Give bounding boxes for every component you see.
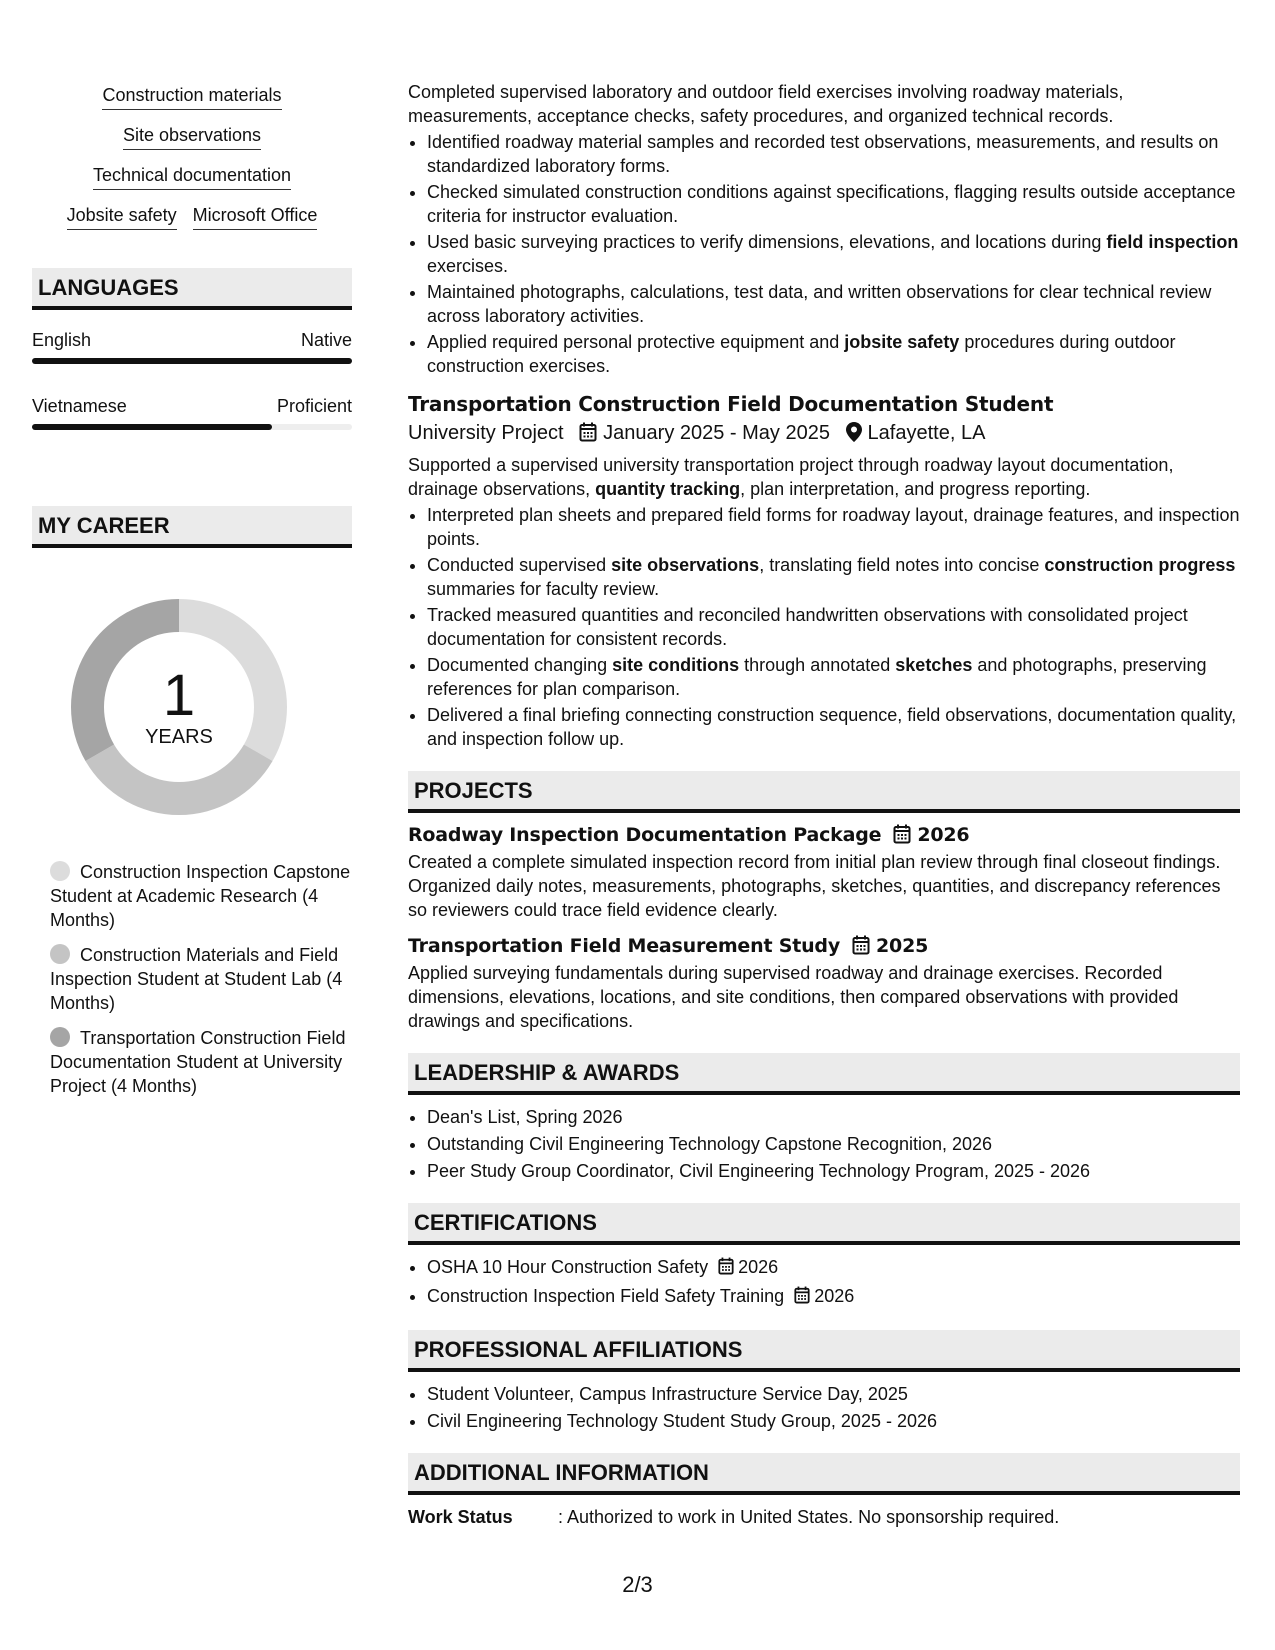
career-legend [32,860,352,1098]
legend-dot-icon [50,944,70,964]
skill-tag: Construction materials [102,84,281,110]
career-legend-text: Transportation Construction Field Documentation Student at University Project (4 Months) [50,1028,346,1096]
job-dates: January 2025 - May 2025 [603,422,830,444]
project-description: Applied surveying fundamentals during supervised roadway and drainage exercises. Recorded dimensions, elevations, locations, and site conditions, then compared observations with provided drawings and specifications. [408,963,1179,1031]
emphasis-text: jobsite safety [844,332,960,352]
job-summary [408,453,1240,501]
text-segment: and photographs, preserving references for plan comparison. [427,655,1207,699]
career-total-unit: YEARS [145,726,213,748]
text-segment: , translating field notes into concise [759,555,1045,575]
emphasis-text: site observations [611,555,760,575]
awards-list [408,1105,1240,1183]
certification-item [427,1284,1240,1310]
text-segment: Applied required personal protective equipment and [427,332,845,352]
text-segment: Used basic surveying practices to verify dimensions, elevations, and locations during [427,232,1107,252]
donut-center [64,592,294,822]
bullet-item [427,330,1240,378]
calendar-icon [718,1257,734,1281]
skill-tag: Jobsite safety [67,204,177,230]
job-org: University Project [408,422,564,444]
project-item [408,823,1240,922]
legend-dot-icon [50,861,70,881]
certification-year: 2026 [814,1286,855,1306]
affiliation-item: • Student Volunteer, Campus Infrastructure Service Day, 2025 [427,1382,1240,1406]
language-name: Vietnamese [32,396,127,416]
projects-list [408,823,1240,1033]
languages-heading: LANGUAGES [32,268,352,310]
job-title: Transportation Construction Field Documentation Student [408,392,1054,416]
certifications-list [408,1255,1240,1310]
certification-year: 2026 [738,1257,779,1277]
languages-list [32,322,352,434]
certification-name: Construction Inspection Field Safety Training [427,1286,785,1306]
experience-bullets [408,130,1240,378]
certifications-heading: CERTIFICATIONS [408,1203,1240,1245]
career-legend-text: Construction Inspection Capstone Student at Academic Research (4 Months) [50,862,351,930]
career-total-number: 1 [162,663,196,728]
text-segment: Documented changing [427,655,613,675]
skill-row [32,204,352,230]
project-item [408,934,1240,1033]
certification-item [427,1255,1240,1281]
additional-info-heading: ADDITIONAL INFORMATION [408,1453,1240,1495]
skill-row [32,84,352,110]
awards-heading: LEADERSHIP & AWARDS [408,1053,1240,1095]
language-level: Proficient [276,396,352,416]
bullet-item: • Identified roadway material samples and recorded test observations, measurements, and results on standardized laboratory forms. [427,130,1240,178]
career-donut-chart [64,592,294,822]
text-segment: through annotated [739,655,896,675]
skills-list [32,84,352,230]
calendar-icon [893,824,911,850]
bullet-item: • Tracked measured quantities and reconciled handwritten observations with consolidated project documentation for consistent records. [427,603,1240,651]
text-segment: Conducted supervised [427,555,612,575]
language-level: Native [300,330,352,350]
award-item: • Dean's List, Spring 2026 [427,1105,1240,1129]
project-year: 2026 [917,824,970,846]
language-proficiency-fill [32,358,352,364]
work-status-value: : Authorized to work in United States. No sponsorship required. [558,1507,1060,1527]
text-segment: Supported a supervised university transportation project through roadway layout documentation, drainage observations, [408,455,1174,499]
text-segment: procedures during outdoor construction exercises. [427,332,1176,376]
right-column [408,80,1240,1529]
language-item [32,388,352,434]
language-item [32,322,352,368]
affiliations-heading: PROFESSIONAL AFFILIATIONS [408,1330,1240,1372]
language-name: English [32,330,92,350]
experience-summary: Completed supervised laboratory and outdoor field exercises involving roadway materials, measurements, acceptance checks, safety procedures, and organized technical records. [408,82,1124,126]
skill-row [32,164,352,190]
career-legend-item [50,943,352,1015]
project-title-row [408,934,1240,961]
bullet-item: • Delivered a final briefing connecting construction sequence, field observations, documentation quality, and inspection follow up. [427,703,1240,751]
emphasis-text: quantity tracking [595,479,741,499]
bullet-item [427,553,1240,601]
project-description: Created a complete simulated inspection record from initial plan review through final closeout findings. Organized daily notes, measurements, photographs, sketches, quantities, and discrepancy references so reviewers could trace field evidence clearly. [408,852,1221,920]
project-title-row [408,823,1240,850]
bullet-item [427,230,1240,278]
emphasis-text: field inspection [1106,232,1239,252]
skill-tag: Site observations [123,124,261,150]
skill-tag: Technical documentation [93,164,291,190]
affiliation-item: • Civil Engineering Technology Student Study Group, 2025 - 2026 [427,1409,1240,1433]
language-proficiency-bar [32,358,352,364]
work-status-label: Work Status [408,1507,513,1527]
career-heading: MY CAREER [32,506,352,548]
career-legend-item [50,860,352,932]
map-pin-icon [846,422,862,448]
award-item: • Peer Study Group Coordinator, Civil Engineering Technology Program, 2025 - 2026 [427,1159,1240,1183]
text-segment: exercises. [427,256,509,276]
legend-dot-icon [50,1027,70,1047]
calendar-icon [794,1286,810,1310]
emphasis-text: site conditions [612,655,740,675]
projects-heading: PROJECTS [408,771,1240,813]
job-bullets [408,503,1240,751]
language-proficiency-fill [32,424,272,430]
career-legend-text: Construction Materials and Field Inspection Student at Student Lab (4 Months) [50,945,343,1013]
skill-tag: Microsoft Office [193,204,318,230]
page-number: 2/3 [622,1572,653,1597]
calendar-icon [852,935,870,961]
emphasis-text: construction progress [1044,555,1236,575]
affiliations-list [408,1382,1240,1433]
job-meta [408,421,1240,448]
project-year: 2025 [876,935,929,957]
bullet-item: • Interpreted plan sheets and prepared field forms for roadway layout, drainage features, and inspection points. [427,503,1240,551]
calendar-icon [579,422,597,448]
text-segment: summaries for faculty review. [427,579,660,599]
language-proficiency-bar [32,424,352,430]
bullet-item: • Checked simulated construction conditions against specifications, flagging results outside acceptance criteria for instructor evaluation. [427,180,1240,228]
emphasis-text: sketches [895,655,973,675]
skill-row [32,124,352,150]
award-item: • Outstanding Civil Engineering Technology Capstone Recognition, 2026 [427,1132,1240,1156]
text-segment: , plan interpretation, and progress reporting. [740,479,1091,499]
work-status-row [408,1505,1240,1529]
bullet-item [427,653,1240,701]
job-location: Lafayette, LA [867,422,986,444]
bullet-item: • Maintained photographs, calculations, test data, and written observations for clear technical review across laboratory activities. [427,280,1240,328]
left-column [32,84,352,1109]
project-title: Roadway Inspection Documentation Package [408,824,882,846]
career-legend-item [50,1026,352,1098]
project-title: Transportation Field Measurement Study [408,935,841,957]
certification-name: OSHA 10 Hour Construction Safety [427,1257,709,1277]
